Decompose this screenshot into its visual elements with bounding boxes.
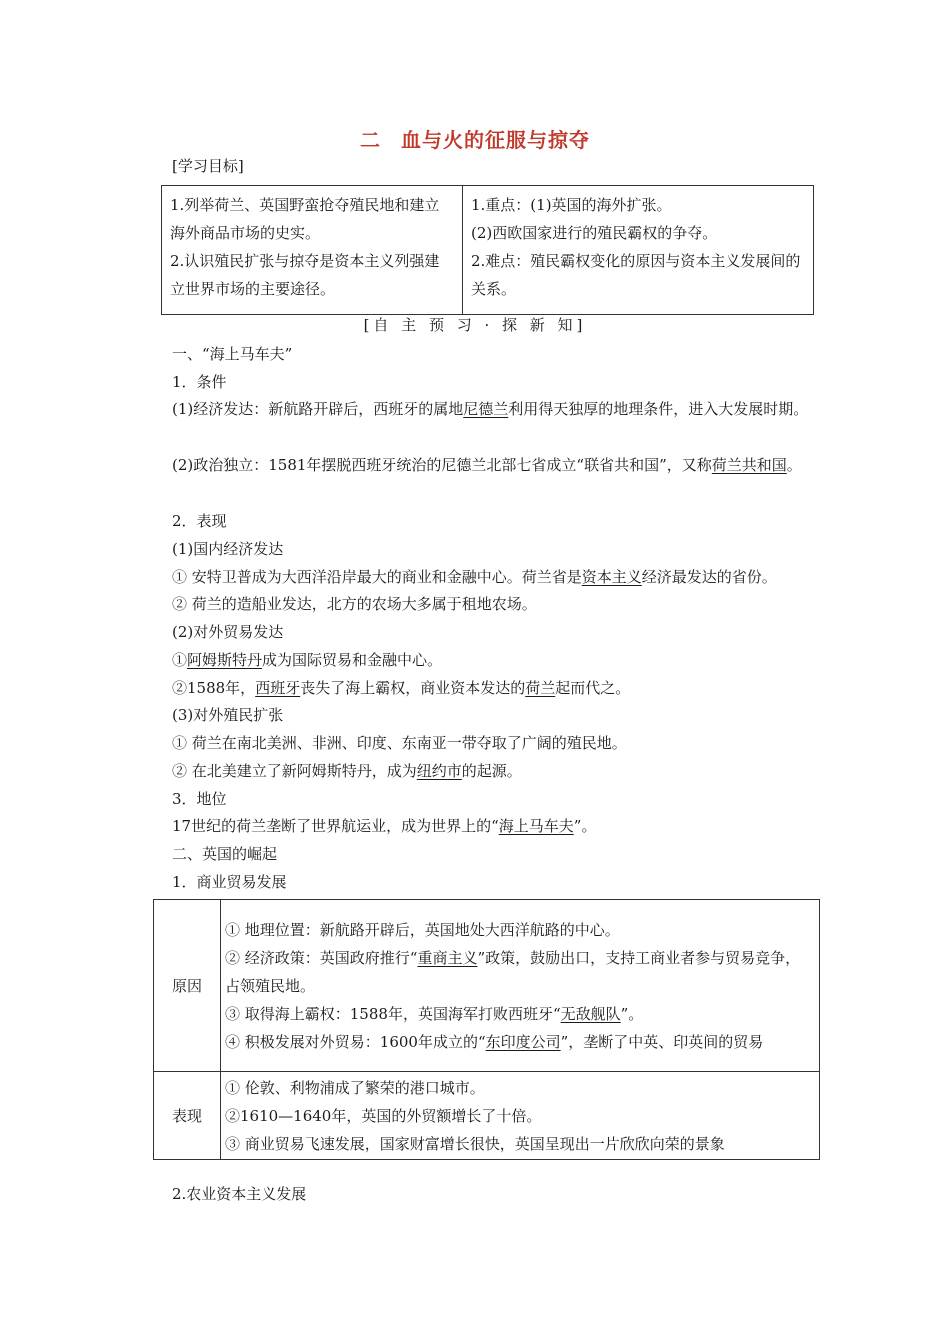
goals-left-cell — [162, 186, 463, 314]
paragraph: 17世纪的荷兰垄断了世界航运业，成为世界上的“海上马车夫”。 — [172, 817, 597, 835]
list-item: ①阿姆斯特丹成为国际贸易和金融中心。 — [172, 651, 443, 669]
table-row — [154, 900, 820, 1072]
answer-underline: 尼德兰 — [463, 400, 509, 418]
list-heading: (3)对外殖民扩张 — [172, 706, 284, 724]
list-heading: (2)对外贸易发达 — [172, 623, 284, 641]
preview-label: [自 主 预 习 · 探 新 知] — [363, 316, 587, 334]
goal-item: 2.认识殖民扩张与掠夺是资本主义列强建立世界市场的主要途径。 — [170, 252, 440, 298]
answer-underline: 资本主义 — [581, 568, 642, 586]
answer-underline: 荷兰共和国 — [711, 456, 787, 474]
row-header: 表现 — [154, 1072, 221, 1160]
subsection-heading: 1．商业贸易发展 — [172, 873, 287, 891]
list-item: ② 在北美建立了新阿姆斯特丹，成为纽约市的起源。 — [172, 762, 522, 780]
table-cell: ① 地理位置：新航路开辟后，英国地处大西洋航路的中心。 ② 经济政策：英国政府推行“重商主义”政策，鼓励出口，支持工商业者参与贸易竞争，占领殖民地。 ③ 取得海上霸权：1588年，英国海军打败西班牙“无敌舰队”。 ④ 积极发展对外贸易：1600年成立的“东印度公司”，垄断了中英、印英间的贸易 — [221, 900, 820, 1072]
answer-underline: 海上马车夫 — [498, 817, 574, 835]
answer-underline: 阿姆斯特丹 — [187, 651, 263, 669]
section-heading: 二、英国的崛起 — [172, 845, 278, 863]
answer-underline: 纽约市 — [416, 762, 462, 780]
lesson-title: 血与火的征服与掠夺 — [401, 128, 590, 152]
row-header: 原因 — [154, 900, 221, 1072]
goal-item: 1.重点：(1)英国的海外扩张。 — [471, 196, 672, 214]
trade-development-table — [153, 899, 820, 1160]
list-item: ① 安特卫普成为大西洋沿岸最大的商业和金融中心。荷兰省是资本主义经济最发达的省份。 — [172, 568, 777, 586]
subsection-heading: 3．地位 — [172, 790, 227, 808]
list-item: ②1588年，西班牙丧失了海上霸权，商业资本发达的荷兰起而代之。 — [172, 679, 631, 697]
answer-underline: 无敌舰队 — [560, 1004, 621, 1023]
goal-item: (2)西欧国家进行的殖民霸权的争夺。 — [471, 224, 718, 242]
subsection-heading: 1．条件 — [172, 373, 227, 391]
goal-item: 1.列举荷兰、英国野蛮抢夺殖民地和建立海外商品市场的史实。 — [170, 196, 440, 242]
goals-right-cell — [463, 186, 813, 314]
subsection-heading: 2.农业资本主义发展 — [172, 1185, 307, 1203]
paragraph: (2)政治独立：1581年摆脱西班牙统治的尼德兰北部七省成立“联省共和国”，又称荷兰共和国。 — [172, 456, 802, 474]
section-heading: 一、“海上马车夫” — [172, 345, 293, 363]
answer-underline: 荷兰 — [525, 679, 556, 697]
table-row — [154, 1072, 820, 1160]
paragraph: (1)经济发达：新航路开辟后，西班牙的属地尼德兰利用得天独厚的地理条件，进入大发展时期。 — [172, 400, 809, 418]
page-title — [0, 124, 950, 153]
list-item: ① 荷兰在南北美洲、非洲、印度、东南亚一带夺取了广阔的殖民地。 — [172, 734, 627, 752]
answer-underline: 东印度公司 — [485, 1032, 561, 1051]
table-cell: ① 伦敦、利物浦成了繁荣的港口城市。 ②1610—1640年，英国的外贸额增长了十倍。 ③ 商业贸易飞速发展，国家财富增长很快，英国呈现出一片欣欣向荣的景象 — [221, 1072, 820, 1160]
list-item: ② 荷兰的造船业发达，北方的农场大多属于租地农场。 — [172, 595, 537, 613]
answer-underline: 重商主义 — [417, 948, 478, 967]
list-heading: (1)国内经济发达 — [172, 540, 284, 558]
learning-goals-table — [161, 185, 814, 315]
goals-label: [学习目标] — [172, 157, 244, 175]
goal-item: 2.难点：殖民霸权变化的原因与资本主义发展间的关系。 — [471, 252, 801, 298]
subsection-heading: 2．表现 — [172, 512, 227, 530]
lesson-number: 二 — [360, 128, 381, 152]
answer-underline: 西班牙 — [255, 679, 301, 697]
